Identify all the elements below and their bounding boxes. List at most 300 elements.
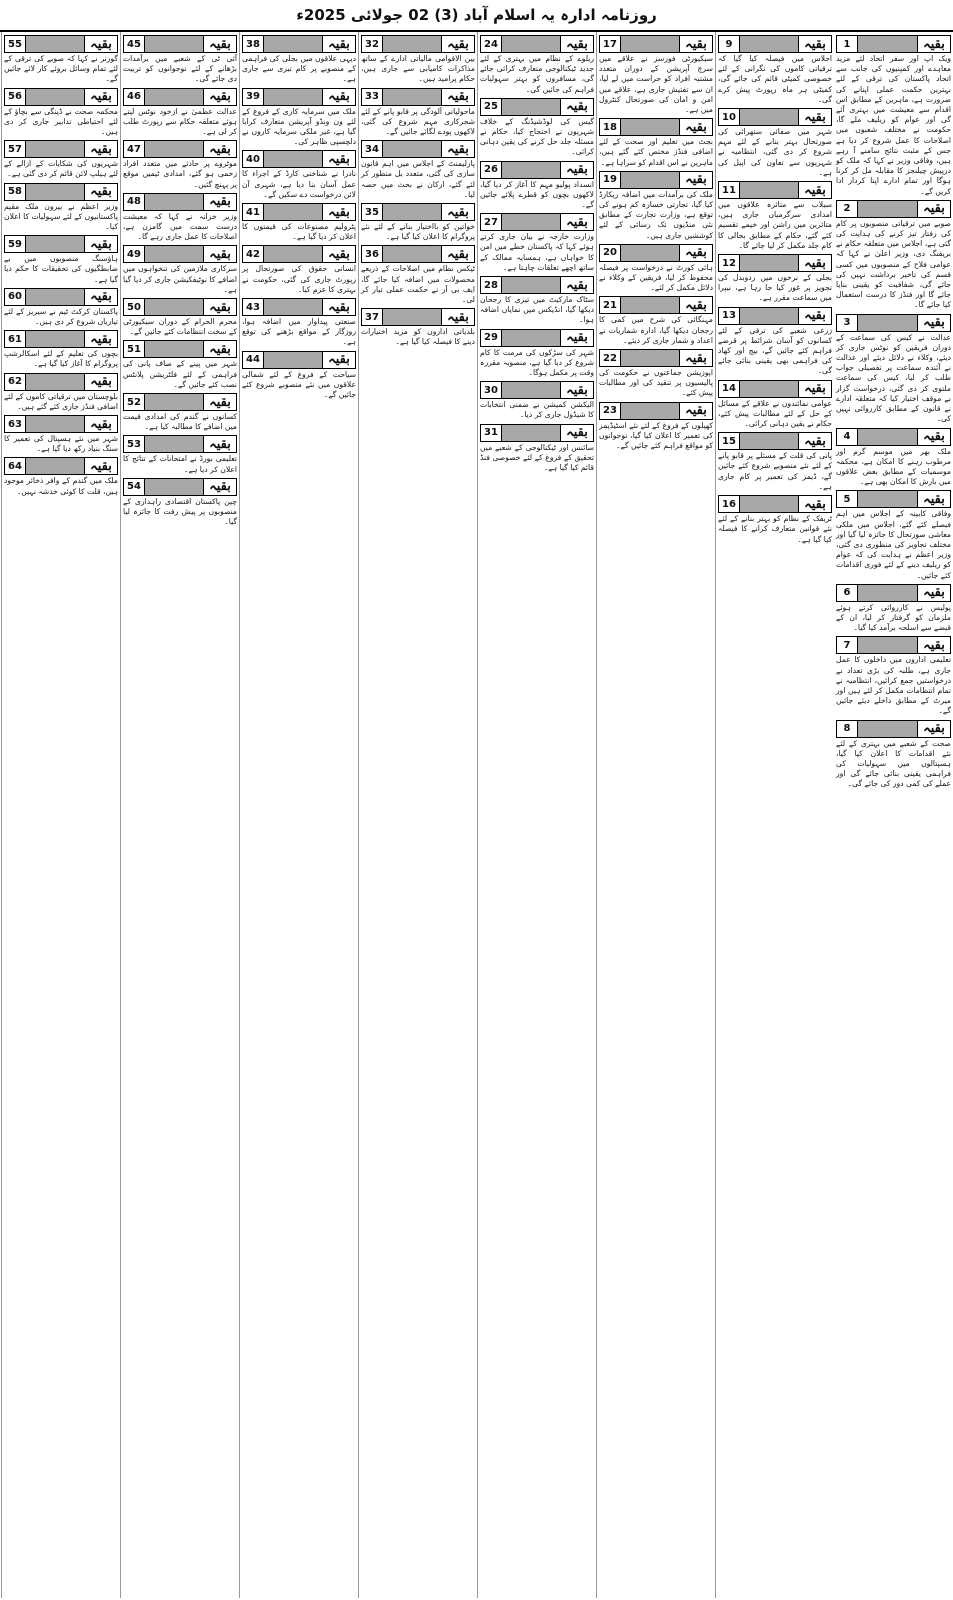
continuation-header [242, 203, 356, 221]
continuation-text: پارلیمنٹ کے اجلاس میں اہم قانون سازی کی گئی، متعدد بل منظور کر لئے گئے، ارکان نے بحث میں حصہ لیا۔ [361, 159, 475, 199]
continuation-header [836, 428, 951, 446]
continuation-header [480, 161, 594, 179]
continuation-text: تعلیمی بورڈ نے امتحانات کے نتائج کا اعلان کر دیا ہے۔ [123, 454, 237, 474]
continuation-header [4, 35, 118, 53]
continuation-text: موٹروے پر حادثے میں متعدد افراد زخمی ہو گئے، امدادی ٹیمیں موقع پر پہنچ گئیں۔ [123, 159, 237, 189]
continuation-header [4, 183, 118, 201]
continuation-number: 31 [480, 424, 502, 442]
continuation-text: خواتین کو بااختیار بنانے کے لئے نئے پروگرام کا اعلان کیا گیا ہے۔ [361, 222, 475, 242]
continuation-header [599, 402, 713, 420]
continuation-header [718, 254, 832, 272]
continuation-number: 16 [718, 495, 740, 513]
continuation-number: 36 [361, 245, 383, 263]
continuation-number: 58 [4, 183, 26, 201]
continuation-label: بقیہ [917, 584, 951, 602]
header-bar [26, 235, 84, 253]
continuation-block [123, 340, 237, 390]
continuation-block [718, 108, 832, 178]
continuation-label: بقیہ [203, 393, 237, 411]
continuation-block [599, 244, 713, 294]
continuation-label: بقیہ [203, 88, 237, 106]
continuation-header [718, 432, 832, 450]
continuation-header [599, 35, 713, 53]
continuation-header [480, 35, 594, 53]
header-bar [26, 373, 84, 391]
continuation-header [836, 200, 951, 218]
header-bar [740, 495, 798, 513]
continuation-number: 10 [718, 108, 740, 126]
header-bar [740, 108, 798, 126]
continuation-number: 1 [836, 35, 858, 53]
continuation-label: بقیہ [560, 161, 594, 179]
continuation-number: 61 [4, 330, 26, 348]
continuation-text: دیہی علاقوں میں بجلی کی فراہمی کے منصوبے پر کام تیزی سے جاری ہے۔ [242, 54, 356, 84]
continuation-label: بقیہ [84, 140, 118, 158]
continuation-text: ہائی کورٹ نے درخواست پر فیصلہ محفوظ کر لیا، فریقین کے وکلاء نے دلائل مکمل کر لئے۔ [599, 262, 713, 293]
header-bar [740, 432, 798, 450]
continuation-header [599, 171, 713, 189]
continuation-text: انسانی حقوق کی صورتحال پر رپورٹ جاری کی گئی، حکومت نے بہتری کا عزم کیا۔ [242, 264, 356, 294]
continuation-block [836, 584, 951, 634]
news-column-1 [834, 32, 953, 1598]
continuation-text: ملک کی برآمدات میں اضافہ ریکارڈ کیا گیا، تجارتی خسارہ کم ہونے کی توقع ہے، وزارت تجارت کے مطابق نئی منڈیوں تک رسائی کے لئے کوششیں جاری ہیں۔ [599, 189, 713, 240]
continuation-text: آئی ٹی کے شعبے میں برآمدات بڑھانے کے لئے نوجوانوں کو تربیت دی جائے گی۔ [123, 54, 237, 84]
header-bar [145, 245, 203, 263]
continuation-text: عوامی نمائندوں نے علاقے کے مسائل کے حل کے لئے مطالبات پیش کئے، حکام نے یقین دہانی کرائی۔ [718, 398, 832, 429]
header-bar [145, 35, 203, 53]
continuation-number: 62 [4, 373, 26, 391]
header-bar [858, 35, 917, 53]
header-bar [145, 193, 203, 211]
continuation-number: 28 [480, 276, 502, 294]
continuation-block [836, 636, 951, 716]
continuation-header [718, 380, 832, 398]
header-bar [26, 415, 84, 433]
continuation-header [836, 720, 951, 738]
continuation-block [599, 349, 713, 399]
header-bar [858, 314, 917, 332]
header-bar [145, 478, 203, 496]
continuation-block [836, 35, 951, 197]
continuation-block [718, 35, 832, 105]
header-bar [264, 245, 322, 263]
continuation-text: سٹاک مارکیٹ میں تیزی کا رجحان دیکھا گیا، انڈیکس میں نمایاں اضافہ ہوا۔ [480, 295, 594, 325]
continuation-number: 38 [242, 35, 264, 53]
continuation-header [4, 457, 118, 475]
continuation-text: ملک میں سرمایہ کاری کے فروغ کے لئے ون ونڈو آپریشن متعارف کرایا گیا ہے، غیر ملکی سرمایہ کاروں نے دلچسپی ظاہر کی۔ [242, 106, 356, 147]
continuation-text: عدالت عظمیٰ نے ازخود نوٹس لیتے ہوئے متعلقہ حکام سے رپورٹ طلب کر لی ہے۔ [123, 106, 237, 137]
header-bar [858, 720, 917, 738]
continuation-label: بقیہ [84, 288, 118, 306]
header-bar [502, 424, 560, 442]
continuation-header [361, 203, 475, 221]
continuation-block [836, 720, 951, 790]
continuation-label: بقیہ [84, 457, 118, 475]
continuation-label: بقیہ [679, 244, 713, 262]
continuation-label: بقیہ [917, 490, 951, 508]
continuation-label: بقیہ [84, 235, 118, 253]
continuation-text: وزیر اعظم نے بیرون ملک مقیم پاکستانیوں کے لئے سہولیات کا اعلان کیا۔ [4, 201, 118, 232]
continuation-label: بقیہ [798, 254, 832, 272]
continuation-label: بقیہ [322, 351, 356, 369]
continuation-text: محکمہ صحت نے ڈینگی سے بچاؤ کے لئے احتیاطی تدابیر جاری کر دی ہیں۔ [4, 106, 118, 137]
continuation-label: بقیہ [679, 171, 713, 189]
continuation-label: بقیہ [441, 308, 475, 326]
header-bar [264, 150, 322, 168]
continuation-header [836, 490, 951, 508]
continuation-text: صنعتی پیداوار میں اضافہ ہوا، روزگار کے مواقع بڑھنے کی توقع ہے۔ [242, 317, 356, 347]
header-bar [621, 244, 679, 262]
continuation-text: شہریوں کی شکایات کے ازالے کے لئے ہیلپ لائن قائم کر دی گئی ہے۔ [4, 159, 118, 179]
continuation-block [480, 213, 594, 273]
header-bar [740, 307, 798, 325]
header-bar [621, 118, 679, 136]
continuation-text: کسانوں نے گندم کی امدادی قیمت میں اضافے کا مطالبہ کیا ہے۔ [123, 412, 237, 432]
continuation-block [242, 88, 356, 148]
continuation-label: بقیہ [917, 200, 951, 218]
continuation-block [836, 200, 951, 311]
continuation-label: بقیہ [441, 245, 475, 263]
continuation-text: سرکاری ملازمین کی تنخواہوں میں اضافے کا نوٹیفکیشن جاری کر دیا گیا ہے۔ [123, 264, 237, 294]
continuation-block [4, 235, 118, 285]
continuation-label: بقیہ [679, 402, 713, 420]
continuation-header [123, 193, 237, 211]
continuation-label: بقیہ [679, 296, 713, 314]
continuation-header [4, 330, 118, 348]
continuation-text: تعلیمی اداروں میں داخلوں کا عمل جاری ہے، طلبہ کی بڑی تعداد نے درخواستیں جمع کرائیں، انتظامیہ نے تمام انتظامات مکمل کر لئے ہیں اور میرٹ کے مطابق داخلے دیئے جائیں گے۔ [836, 655, 951, 716]
continuation-label: بقیہ [441, 88, 475, 106]
header-bar [502, 329, 560, 347]
continuation-header [4, 235, 118, 253]
continuation-label: بقیہ [203, 245, 237, 263]
header-bar [264, 298, 322, 316]
continuation-header [123, 140, 237, 158]
continuation-block [599, 35, 713, 115]
continuation-number: 11 [718, 181, 740, 199]
continuation-text: صحت کے شعبے میں بہتری کے لئے نئے اقدامات کا اعلان کیا گیا، ہسپتالوں میں سہولیات کی فراہمی یقینی بنائی جائے گی اور عملے کی کمی دور کی جائے گی۔ [836, 738, 951, 789]
continuation-block [599, 171, 713, 241]
continuation-text: ماحولیاتی آلودگی پر قابو پانے کے لئے شجرکاری مہم شروع کی گئی، لاکھوں پودے لگائے جائیں گے۔ [361, 106, 475, 137]
continuation-header [480, 276, 594, 294]
header-bar [264, 35, 322, 53]
continuation-block [4, 183, 118, 233]
continuation-number: 29 [480, 329, 502, 347]
continuation-text: بجلی کے نرخوں میں ردوبدل کی تجویز پر غور کیا جا رہا ہے، نیپرا میں سماعت مقرر ہے۔ [718, 273, 832, 303]
continuation-label: بقیہ [84, 88, 118, 106]
continuation-number: 47 [123, 140, 145, 158]
continuation-block [718, 432, 832, 492]
continuation-text: اجلاس میں فیصلہ کیا گیا کہ ترقیاتی کاموں کی نگرانی کے لئے خصوصی کمیٹی قائم کی جائے گی، کمیٹی ہر ماہ رپورٹ پیش کرے گی۔ [718, 54, 832, 104]
continuation-text: الیکشن کمیشن نے ضمنی انتخابات کا شیڈول جاری کر دیا۔ [480, 400, 594, 420]
continuation-text: شہر میں صفائی ستھرائی کی صورتحال بہتر بنانے کے لئے مہم شروع کر دی گئی، انتظامیہ نے شہریوں سے تعاون کی اپیل کی ہے۔ [718, 127, 832, 177]
header-bar [502, 213, 560, 231]
continuation-header [361, 88, 475, 106]
continuation-number: 43 [242, 298, 264, 316]
continuation-block [718, 307, 832, 377]
continuation-number: 42 [242, 245, 264, 263]
continuation-header [361, 140, 475, 158]
continuation-text: بچوں کی تعلیم کے لئے اسکالرشپ پروگرام کا آغاز کیا گیا ہے۔ [4, 349, 118, 369]
continuation-label: بقیہ [560, 424, 594, 442]
continuation-block [599, 296, 713, 346]
header-bar [264, 88, 322, 106]
continuation-text: صوبے میں ترقیاتی منصوبوں پر کام کی رفتار تیز کرنے کی ہدایت کی گئی ہے، اجلاس میں متعلقہ حکام نے بریفنگ دی، وزیر اعلیٰ نے کہا کہ عوامی فلاح کے منصوبوں میں کسی قسم کی تاخیر برداشت نہیں کی جائے گی، شفافیت کو یقینی بنایا جائے گا اور فنڈز کا درست استعمال کیا جائے گا۔ [836, 218, 951, 310]
continuation-block [361, 140, 475, 200]
continuation-header [123, 298, 237, 316]
header-bar [145, 393, 203, 411]
continuation-text: ملک بھر میں موسم گرم اور مرطوب رہنے کا امکان ہے، محکمہ موسمیات کے مطابق بعض علاقوں میں بارش کا امکان بھی ہے۔ [836, 446, 951, 487]
continuation-block [4, 88, 118, 138]
continuation-header [242, 351, 356, 369]
continuation-number: 64 [4, 457, 26, 475]
continuation-header [836, 636, 951, 654]
continuation-number: 37 [361, 308, 383, 326]
continuation-block [123, 298, 237, 337]
continuation-number: 30 [480, 381, 502, 399]
header-bar [26, 88, 84, 106]
continuation-block [123, 35, 237, 85]
continuation-block [4, 373, 118, 412]
continuation-number: 21 [599, 296, 621, 314]
header-bar [26, 140, 84, 158]
continuation-text: وزارت خارجہ نے بیان جاری کرتے ہوئے کہا کہ پاکستان خطے میں امن کا خواہاں ہے، ہمسایہ ممالک کے ساتھ اچھے تعلقات چاہتا ہے۔ [480, 232, 594, 272]
continuation-header [123, 478, 237, 496]
continuation-number: 3 [836, 314, 858, 332]
continuation-block [4, 288, 118, 327]
continuation-block [123, 435, 237, 474]
continuation-text: چین پاکستان اقتصادی راہداری کے منصوبوں پر پیش رفت کا جائزہ لیا گیا۔ [123, 496, 237, 527]
continuation-label: بقیہ [798, 495, 832, 513]
header-bar [26, 457, 84, 475]
continuation-text: اپوزیشن جماعتوں نے حکومت کی پالیسیوں پر تنقید کی اور مطالبات پیش کئے۔ [599, 368, 713, 398]
header-bar [502, 35, 560, 53]
header-bar [26, 183, 84, 201]
continuation-number: 26 [480, 161, 502, 179]
continuation-block [480, 329, 594, 379]
continuation-block [4, 140, 118, 179]
header-bar [621, 349, 679, 367]
continuation-block [599, 118, 713, 168]
continuation-text: ملک میں گندم کے وافر ذخائر موجود ہیں، قلت کا کوئی خدشہ نہیں۔ [4, 476, 118, 496]
continuation-block [480, 161, 594, 211]
continuation-number: 14 [718, 380, 740, 398]
continuation-label: بقیہ [560, 98, 594, 116]
continuation-header [123, 35, 237, 53]
header-bar [145, 435, 203, 453]
continuation-header [4, 373, 118, 391]
continuation-header [599, 296, 713, 314]
continuation-header [718, 108, 832, 126]
continuation-label: بقیہ [322, 298, 356, 316]
news-column-3 [596, 32, 715, 1598]
continuation-number: 4 [836, 428, 858, 446]
continuation-text: شہر کی سڑکوں کی مرمت کا کام شروع کر دیا گیا ہے، منصوبہ مقررہ وقت پر مکمل ہوگا۔ [480, 347, 594, 378]
continuation-text: سیکیورٹی فورسز نے علاقے میں سرچ آپریشن کے دوران متعدد مشتبہ افراد کو حراست میں لے لیا، ان سے تفتیش جاری ہے، علاقے میں امن و امان کی صورتحال کنٹرول میں ہے۔ [599, 54, 713, 115]
continuation-header [123, 245, 237, 263]
continuation-number: 49 [123, 245, 145, 263]
continuation-header [480, 329, 594, 347]
continuation-block [123, 478, 237, 528]
header-bar [740, 35, 798, 53]
continuation-number: 41 [242, 203, 264, 221]
continuation-number: 13 [718, 307, 740, 325]
continuation-block [361, 35, 475, 85]
continuation-label: بقیہ [560, 213, 594, 231]
news-column-7 [120, 32, 239, 1598]
continuation-number: 19 [599, 171, 621, 189]
continuation-block [361, 203, 475, 242]
header-bar [383, 140, 441, 158]
continuation-header [242, 298, 356, 316]
continuation-text: نادرا نے شناختی کارڈ کے اجراء کا عمل آسان بنا دیا ہے، شہری آن لائن درخواست دے سکیں گے۔ [242, 169, 356, 199]
header-bar [145, 88, 203, 106]
header-bar [145, 298, 203, 316]
continuation-header [836, 584, 951, 602]
continuation-block [480, 381, 594, 420]
continuation-label: بقیہ [203, 193, 237, 211]
continuation-number: 17 [599, 35, 621, 53]
header-bar [621, 296, 679, 314]
continuation-text: گورنر نے کہا کہ صوبے کی ترقی کے لئے تمام وسائل بروئے کار لائے جائیں گے۔ [4, 54, 118, 84]
continuation-number: 35 [361, 203, 383, 221]
header-bar [264, 203, 322, 221]
continuation-block [480, 276, 594, 326]
continuation-label: بقیہ [322, 150, 356, 168]
header-bar [383, 203, 441, 221]
continuation-label: بقیہ [322, 203, 356, 221]
continuation-header [718, 181, 832, 199]
continuation-block [599, 402, 713, 452]
continuation-text: ویک اپ اور سفر اتحاد لئے مزید معاہدے اور کمپنیوں کی جانب سے اتحاد پاکستان کی ترقی کے لئے بہترین حکمت عملی اپنانے کی ضرورت ہے، ماہرین کے مطابق اس اقدام سے معیشت میں بہتری آئے گی اور عوام کو ریلیف ملے گا، حکومت نے مختلف شعبوں میں اصلاحات کا عمل شروع کر دیا ہے جس کے مثبت نتائج سامنے آ رہے ہیں، وفاقی وزیر نے کہا کہ ملک کو درپیش چیلنجز کا مقابلہ مل کر کرنا ہوگا اور تمام ادارے اپنا کردار ادا کریں گے۔ [836, 54, 951, 196]
continuation-label: بقیہ [203, 478, 237, 496]
continuation-number: 52 [123, 393, 145, 411]
header-bar [383, 308, 441, 326]
continuation-label: بقیہ [560, 381, 594, 399]
header-bar [858, 584, 917, 602]
continuation-block [4, 35, 118, 85]
continuation-label: بقیہ [322, 88, 356, 106]
continuation-header [480, 213, 594, 231]
continuation-block [123, 393, 237, 432]
continuation-number: 5 [836, 490, 858, 508]
continuation-label: بقیہ [917, 720, 951, 738]
continuation-block [123, 140, 237, 190]
news-column-6 [239, 32, 358, 1598]
continuation-block [836, 490, 951, 580]
continuation-label: بقیہ [917, 35, 951, 53]
continuation-label: بقیہ [203, 35, 237, 53]
continuation-header [836, 314, 951, 332]
continuation-text: ہاؤسنگ منصوبوں میں بے ضابطگیوں کی تحقیقات کا حکم دیا گیا ہے۔ [4, 254, 118, 284]
header-bar [621, 35, 679, 53]
continuation-header [718, 307, 832, 325]
continuation-header [123, 88, 237, 106]
continuation-number: 20 [599, 244, 621, 262]
continuation-header [599, 349, 713, 367]
continuation-number: 23 [599, 402, 621, 420]
continuation-number: 45 [123, 35, 145, 53]
continuation-block [480, 35, 594, 95]
header-bar [26, 35, 84, 53]
continuation-number: 34 [361, 140, 383, 158]
continuation-text: محرم الحرام کے دوران سیکیورٹی کے سخت انتظامات کئے جائیں گے۔ [123, 317, 237, 337]
continuation-number: 7 [836, 636, 858, 654]
continuation-header [361, 35, 475, 53]
continuation-header [242, 245, 356, 263]
continuation-label: بقیہ [798, 380, 832, 398]
continuation-text: وزیر خزانہ نے کہا کہ معیشت درست سمت میں گامزن ہے، اصلاحات کا عمل جاری رہے گا۔ [123, 211, 237, 242]
header-bar [502, 381, 560, 399]
continuation-text: پولیس نے کارروائی کرتے ہوئے ملزمان کو گرفتار کر لیا، ان کے قبضے سے اسلحہ برآمد کیا گیا۔ [836, 602, 951, 633]
header-bar [26, 330, 84, 348]
header-bar [858, 200, 917, 218]
header-bar [740, 380, 798, 398]
news-column-4 [477, 32, 596, 1598]
header-bar [740, 254, 798, 272]
continuation-text: سیلاب سے متاثرہ علاقوں میں امدادی سرگرمیاں جاری ہیں، متاثرین میں راشن اور خیمے تقسیم کئے گئے، حکام کے مطابق بحالی کا کام جلد مکمل کر لیا جائے گا۔ [718, 200, 832, 250]
header-bar [858, 428, 917, 446]
continuation-block [242, 150, 356, 200]
continuation-text: پٹرولیم مصنوعات کی قیمتوں کا اعلان کر دیا گیا ہے۔ [242, 222, 356, 242]
continuation-number: 32 [361, 35, 383, 53]
continuation-label: بقیہ [203, 435, 237, 453]
continuation-text: پاکستان کرکٹ ٹیم نے سیریز کے لئے تیاریاں شروع کر دی ہیں۔ [4, 306, 118, 327]
header-bar [502, 276, 560, 294]
continuation-label: بقیہ [679, 118, 713, 136]
continuation-header [599, 118, 713, 136]
continuation-header [4, 140, 118, 158]
continuation-header [242, 150, 356, 168]
continuation-number: 63 [4, 415, 26, 433]
continuation-number: 9 [718, 35, 740, 53]
continuation-block [123, 88, 237, 138]
continuation-label: بقیہ [679, 349, 713, 367]
continuation-header [480, 381, 594, 399]
continuation-number: 15 [718, 432, 740, 450]
continuation-number: 8 [836, 720, 858, 738]
continuation-label: بقیہ [203, 140, 237, 158]
continuation-label: بقیہ [798, 307, 832, 325]
header-bar [26, 288, 84, 306]
continuation-label: بقیہ [917, 314, 951, 332]
continuation-text: گیس کی لوڈشیڈنگ کے خلاف شہریوں نے احتجاج کیا، حکام نے مسئلہ جلد حل کرنے کی یقین دہانی کرائی۔ [480, 116, 594, 157]
continuation-header [718, 35, 832, 53]
continuation-header [361, 308, 475, 326]
continuation-number: 39 [242, 88, 264, 106]
continuation-label: بقیہ [322, 245, 356, 263]
continuation-label: بقیہ [322, 35, 356, 53]
continuation-text: شہر میں پینے کے صاف پانی کی فراہمی کے لئے فلٹریشن پلانٹس نصب کئے جائیں گے۔ [123, 359, 237, 389]
continuation-block [242, 245, 356, 295]
continuation-block [242, 203, 356, 242]
continuation-block [718, 495, 832, 545]
continuation-number: 46 [123, 88, 145, 106]
continuation-block [123, 193, 237, 243]
continuation-text: عدالت نے کیس کی سماعت کے دوران فریقین کو نوٹس جاری کر دیئے، وکلاء نے دلائل دیئے اور عدالت نے آئندہ سماعت پر تفصیلی جواب طلب کر لیا، کیس کی سماعت ملتوی کر دی گئی، درخواست گزار نے موقف اختیار کیا کہ متعلقہ ادارے نے قانون کے مطابق کارروائی نہیں کی۔ [836, 332, 951, 424]
newspaper-page [0, 32, 953, 1600]
continuation-number: 57 [4, 140, 26, 158]
continuation-text: بین الاقوامی مالیاتی ادارے کے ساتھ مذاکرات کامیابی سے جاری ہیں، حکام پرامید ہیں۔ [361, 54, 475, 84]
continuation-text: انسداد پولیو مہم کا آغاز کر دیا گیا، لاکھوں بچوں کو قطرے پلائے جائیں گے۔ [480, 179, 594, 210]
continuation-label: بقیہ [203, 298, 237, 316]
continuation-number: 6 [836, 584, 858, 602]
continuation-label: بقیہ [560, 276, 594, 294]
continuation-header [123, 340, 237, 358]
continuation-block [361, 245, 475, 305]
continuation-label: بقیہ [798, 432, 832, 450]
continuation-header [4, 88, 118, 106]
continuation-label: بقیہ [917, 428, 951, 446]
